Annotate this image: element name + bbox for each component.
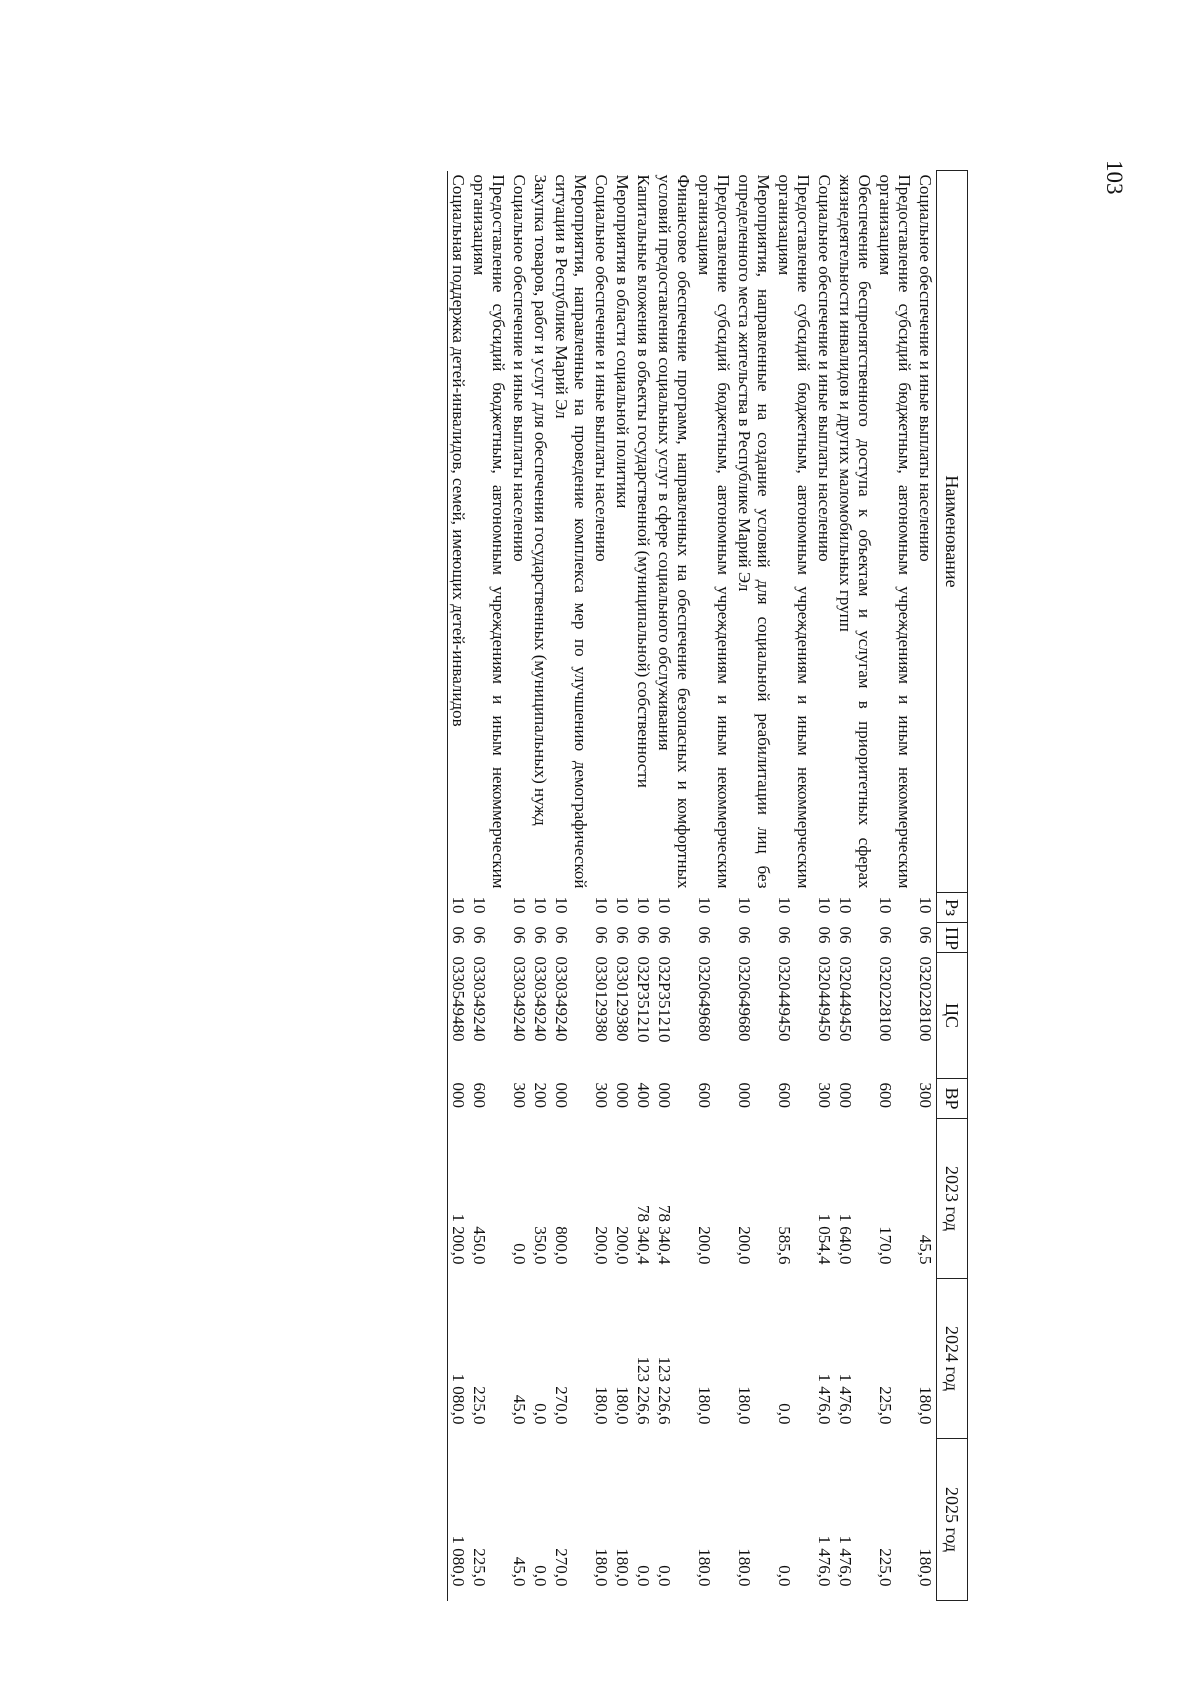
cell-vr: 300 <box>592 1082 611 1108</box>
cell-cs: 0320649680 <box>735 956 754 1042</box>
cell-vr: 300 <box>815 1082 834 1108</box>
cell-2023: 450,0 <box>470 1226 489 1265</box>
cell-2025: 180,0 <box>916 1548 935 1587</box>
table-row <box>612 171 633 1601</box>
cell-vr: 000 <box>836 1082 855 1108</box>
cell-2025: 1 476,0 <box>836 1535 855 1587</box>
cell-cs: 032Р351210 <box>634 956 653 1043</box>
cell-rz: 10 <box>531 896 550 914</box>
cell-rz: 10 <box>735 896 754 914</box>
cell-name: Предоставление субсидий бюджетным, автономным учреждениям и иным некоммерческим организациям <box>775 174 813 889</box>
cell-pr: 06 <box>695 926 714 944</box>
cell-name: Мероприятия, направленные на создание условий для социальной реабилитации лиц без определенного места жительства в Республике Марий Эл <box>735 174 773 889</box>
cell-pr: 06 <box>448 923 470 953</box>
table-row <box>448 171 470 1601</box>
table-header-row <box>937 171 968 1601</box>
cell-pr: 06 <box>876 926 895 944</box>
cell-cs: 0330549480 <box>448 953 470 1079</box>
cell-2023: 1 200,0 <box>448 1119 470 1279</box>
cell-rz: 10 <box>552 896 571 914</box>
header-2025: 2025 год <box>937 1439 968 1601</box>
cell-2024: 180,0 <box>613 1386 632 1425</box>
cell-2023: 200,0 <box>735 1226 754 1265</box>
cell-2025: 0,0 <box>531 1565 550 1587</box>
cell-2025: 180,0 <box>735 1548 754 1587</box>
cell-name: Социальное обеспечение и иные выплаты населению <box>592 174 611 562</box>
cell-cs: 0320649680 <box>695 956 714 1042</box>
cell-pr: 06 <box>634 926 653 944</box>
header-2023: 2023 год <box>937 1119 968 1279</box>
table-row <box>654 171 694 1601</box>
cell-2023: 200,0 <box>695 1226 714 1265</box>
cell-2025: 225,0 <box>470 1548 489 1587</box>
cell-rz: 10 <box>592 896 611 914</box>
cell-name: Предоставление субсидий бюджетным, автономным учреждениям и иным некоммерческим организациям <box>876 174 914 889</box>
cell-2025: 225,0 <box>876 1548 895 1587</box>
cell-pr: 06 <box>916 926 935 944</box>
cell-rz: 10 <box>634 896 653 914</box>
cell-name: Капитальные вложения в объекты государственной (муниципальной) собственности <box>634 174 653 788</box>
cell-2024: 180,0 <box>695 1386 714 1425</box>
cell-cs: 0330349240 <box>470 956 489 1042</box>
cell-rz: 10 <box>836 896 855 914</box>
cell-cs: 0320449450 <box>815 956 834 1042</box>
table-row <box>633 171 654 1601</box>
table-row <box>835 171 875 1601</box>
cell-pr: 06 <box>775 926 794 944</box>
cell-rz: 10 <box>815 896 834 914</box>
cell-cs: 0330349240 <box>510 956 529 1042</box>
cell-2023: 1 054,4 <box>815 1213 834 1265</box>
table-row <box>774 171 814 1601</box>
cell-cs: 0330349240 <box>552 956 571 1042</box>
table-row <box>875 171 915 1601</box>
cell-rz: 10 <box>510 896 529 914</box>
cell-rz: 10 <box>775 896 794 914</box>
cell-2023: 350,0 <box>531 1226 550 1265</box>
cell-cs: 0320449450 <box>836 956 855 1042</box>
cell-2023: 585,6 <box>775 1226 794 1265</box>
cell-name: Социальное обеспечение и иные выплаты населению <box>916 174 935 562</box>
cell-2024: 225,0 <box>470 1386 489 1425</box>
cell-2024: 180,0 <box>592 1386 611 1425</box>
cell-name: Мероприятия, направленные на проведение комплекса мер по улучшению демографической ситуации в Республике Марий Эл <box>552 174 590 889</box>
cell-2024: 225,0 <box>876 1386 895 1425</box>
cell-cs: 0320449450 <box>775 956 794 1042</box>
cell-2024: 123 226,6 <box>655 1356 674 1425</box>
cell-pr: 06 <box>470 926 489 944</box>
cell-pr: 06 <box>735 926 754 944</box>
cell-vr: 300 <box>916 1082 935 1108</box>
cell-rz: 10 <box>695 896 714 914</box>
header-vr: ВР <box>937 1079 968 1119</box>
cell-2023: 78 340,4 <box>655 1205 674 1265</box>
cell-rz: 10 <box>613 896 632 914</box>
cell-2023: 200,0 <box>592 1226 611 1265</box>
cell-name: Предоставление субсидий бюджетным, автономным учреждениям и иным некоммерческим организациям <box>695 174 733 889</box>
cell-name: Закупка товаров, работ и услуг для обеспечения государственных (муниципальных) нужд <box>531 174 550 826</box>
cell-2024: 0,0 <box>775 1403 794 1425</box>
cell-2024: 180,0 <box>916 1386 935 1425</box>
cell-2023: 800,0 <box>552 1226 571 1265</box>
cell-2023: 200,0 <box>613 1226 632 1265</box>
table-row <box>915 171 937 1601</box>
cell-2023: 78 340,4 <box>634 1205 653 1265</box>
cell-2024: 1 476,0 <box>836 1373 855 1425</box>
cell-2025: 180,0 <box>695 1548 714 1587</box>
cell-2025: 0,0 <box>655 1565 674 1587</box>
header-rz: Рз <box>937 893 968 923</box>
cell-name: Финансовое обеспечение программ, направленных на обеспечение безопасных и комфортных условий предоставления социальных услуг в сфере социального обслуживания <box>655 174 693 889</box>
cell-rz: 10 <box>876 896 895 914</box>
cell-2024: 270,0 <box>552 1386 571 1425</box>
header-name: Наименование <box>937 171 968 893</box>
cell-pr: 06 <box>815 926 834 944</box>
cell-2024: 180,0 <box>735 1386 754 1425</box>
cell-2025: 1 476,0 <box>815 1535 834 1587</box>
cell-cs: 0320228100 <box>876 956 895 1042</box>
cell-2024: 123 226,6 <box>634 1356 653 1425</box>
cell-pr: 06 <box>613 926 632 944</box>
cell-rz: 10 <box>916 896 935 914</box>
cell-name: Социальное обеспечение и иные выплаты населению <box>815 174 834 562</box>
cell-vr: 600 <box>695 1082 714 1108</box>
cell-name: Обеспечение беспрепятственного доступа к объектам и услугам в приоритетных сферах жизнедеятельности инвалидов и других маломобильных групп <box>836 174 874 889</box>
cell-cs: 032Р351210 <box>655 956 674 1043</box>
cell-pr: 06 <box>552 926 571 944</box>
cell-vr: 000 <box>613 1082 632 1108</box>
header-2024: 2024 год <box>937 1279 968 1439</box>
cell-2023: 0,0 <box>510 1243 529 1265</box>
cell-cs: 0330129380 <box>613 956 632 1042</box>
cell-name: Социальное обеспечение и иные выплаты населению <box>510 174 529 562</box>
cell-2024: 1 080,0 <box>448 1279 470 1439</box>
cell-vr: 600 <box>876 1082 895 1108</box>
cell-vr: 200 <box>531 1082 550 1108</box>
cell-rz: 10 <box>655 896 674 914</box>
table-row <box>509 171 530 1601</box>
table-row <box>530 171 551 1601</box>
cell-2023: 170,0 <box>876 1226 895 1265</box>
cell-rz: 10 <box>448 893 470 923</box>
cell-vr: 000 <box>655 1082 674 1108</box>
cell-cs: 0320228100 <box>916 956 935 1042</box>
cell-2023: 1 640,0 <box>836 1213 855 1265</box>
cell-name: Социальная поддержка детей-инвалидов, семей, имеющих детей-инвалидов <box>448 171 470 893</box>
cell-vr: 600 <box>775 1082 794 1108</box>
header-pr: ПР <box>937 923 968 953</box>
cell-pr: 06 <box>592 926 611 944</box>
cell-vr: 400 <box>634 1082 653 1108</box>
cell-rz: 10 <box>470 896 489 914</box>
cell-2025: 0,0 <box>775 1565 794 1587</box>
cell-2023: 45,5 <box>916 1234 935 1265</box>
cell-pr: 06 <box>510 926 529 944</box>
budget-table <box>447 170 968 1601</box>
table-row <box>551 171 591 1601</box>
cell-2025: 0,0 <box>634 1565 653 1587</box>
table-row <box>694 171 734 1601</box>
rotated-table-container <box>168 170 968 1600</box>
cell-2024: 45,0 <box>510 1394 529 1425</box>
header-cs: ЦС <box>937 953 968 1079</box>
cell-2024: 1 476,0 <box>815 1373 834 1425</box>
table-row <box>591 171 612 1601</box>
cell-2025: 1 080,0 <box>448 1439 470 1601</box>
cell-pr: 06 <box>531 926 550 944</box>
cell-cs: 0330129380 <box>592 956 611 1042</box>
cell-2025: 270,0 <box>552 1548 571 1587</box>
cell-name: Предоставление субсидий бюджетным, автономным учреждениям и иным некоммерческим организациям <box>470 174 508 889</box>
table-row <box>734 171 774 1601</box>
cell-vr: 000 <box>552 1082 571 1108</box>
page-number: 103 <box>1102 160 1127 195</box>
cell-2025: 45,0 <box>510 1556 529 1587</box>
cell-vr: 600 <box>470 1082 489 1108</box>
cell-pr: 06 <box>836 926 855 944</box>
cell-cs: 0330349240 <box>531 956 550 1042</box>
cell-2025: 180,0 <box>613 1548 632 1587</box>
cell-vr: 300 <box>510 1082 529 1108</box>
cell-2024: 0,0 <box>531 1403 550 1425</box>
cell-vr: 000 <box>448 1079 470 1119</box>
table-row <box>469 171 509 1601</box>
table-body <box>448 171 937 1601</box>
table-row <box>814 171 835 1601</box>
cell-2025: 180,0 <box>592 1548 611 1587</box>
cell-name: Мероприятия в области социальной политики <box>613 174 632 509</box>
cell-pr: 06 <box>655 926 674 944</box>
cell-vr: 000 <box>735 1082 754 1108</box>
